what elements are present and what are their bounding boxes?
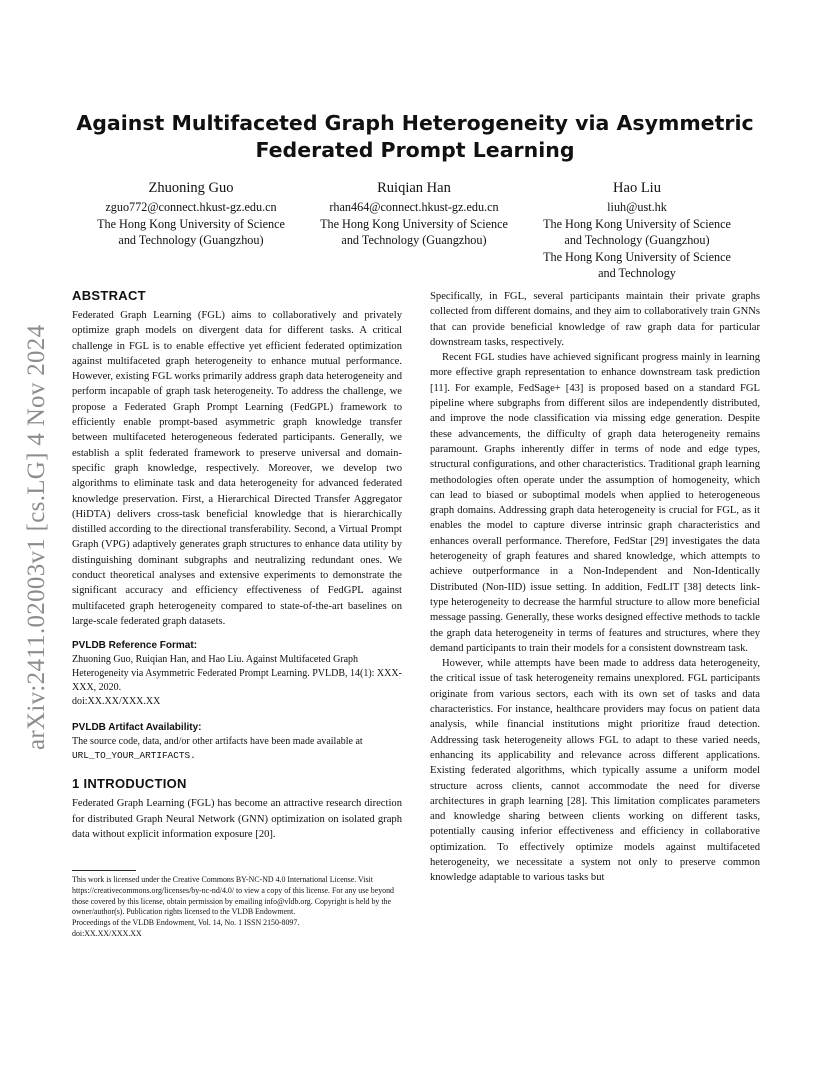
introduction-text: Federated Graph Learning (FGL) has become an attractive research direction for distributed Graph Neural Network (GNN) optimization on isolated graph data without explicit information exposure [20]. (72, 798, 402, 840)
artifact-text: The source code, data, and/or other artifacts have been made available at (72, 736, 363, 748)
author-email: zguo772@connect.hkust-gz.edu.cn (105, 200, 277, 214)
author-affiliation: and Technology (Guangzhou) (118, 233, 264, 247)
body-paragraph: Recent FGL studies have achieved significant progress mainly in learning more effective graph representation to enhance downstream task prediction [11]. For example, FedSage+ [43] is proposed based on a standard FGL pipeline where subgraphs from different silos are independently distributed, and improve the node classification via missing edge generation. Despite these advancements, the difficulty of graph data heterogeneity remains paramount. Graphs inherently differ in terms of node and edge types, structural configurations, and other characteristics. Traditional graph learning methodologies often operate under the assumption of homogeneity, which can lead to biased or suboptimal models when applied to heterogeneous graph domains. Addressing graph data heterogeneity is crucial for FGL, as it enables the model to capture diverse intrinsic graph characteristics and enhances overall performance. Therefore, FedStar [29] investigates the data heterogeneity of graph features and shared knowledge, which attempts to achieve outperformance in a Non-Independent and Non-Identically Distributed (Non-IID) issue setting. In addition, FedLIT [38] detects link-type heterogeneity to decrease the harmful structure to allow more beneficial message passing. Generally, these works designed effective methods to tackle the graph data heterogeneity in terms of features and structures, where they demand participants to train their models for a consistent downstream task. (430, 352, 760, 654)
author-name: Zhuoning Guo (148, 180, 234, 196)
author-email: liuh@ust.hk (607, 200, 667, 214)
author-affiliation: The Hong Kong University of Science (320, 216, 508, 231)
reference-format-heading: PVLDB Reference Format: (72, 640, 198, 652)
right-column (430, 289, 760, 886)
author-block (299, 178, 529, 249)
footnote-doi: doi:XX.XX/XXX.XX (72, 928, 142, 938)
author-affiliation: and Technology (Guangzhou) (341, 233, 487, 247)
proceedings-note: Proceedings of the VLDB Endowment, Vol. 14, No. 1 ISSN 2150-8097. (72, 918, 300, 928)
author-affiliation: The Hong Kong University of Science (543, 216, 731, 231)
reference-format-text: Zhuoning Guo, Ruiqian Han, and Hao Liu. Against Multifaceted Graph Heterogeneity via Asymmetric Federated Prompt Learning. PVLDB, 14(1): XXX-XXX, 2020. (72, 654, 402, 694)
reference-format-doi: doi:XX.XX/XXX.XX (72, 696, 161, 708)
body-paragraph: Specifically, in FGL, several participants maintain their private graphs collected from different domains, and they aim to collaboratively train GNNs that can provide beneficial knowledge of raw graph data for particular downstream tasks, respectively. (430, 291, 760, 348)
author-affiliation: The Hong Kong University of Science (543, 249, 731, 264)
artifact-heading: PVLDB Artifact Availability: (72, 722, 202, 734)
title-line-2: Federated Prompt Learning (255, 138, 575, 162)
footnote (72, 875, 402, 940)
left-column (72, 288, 402, 842)
paper-title (70, 110, 760, 164)
author-name: Ruiqian Han (377, 180, 451, 196)
artifact-url: URL_TO_YOUR_ARTIFACTS. (72, 750, 196, 762)
author-block (522, 178, 752, 282)
author-name: Hao Liu (613, 180, 661, 196)
license-note: This work is licensed under the Creative Commons BY-NC-ND 4.0 International License. Visit https://creativecommons.org/licenses/by-nc-nd/4.0/ to view a copy of this license. For any use beyond those covered by this license, obtain permission by emailing info@vldb.org. Copyright is held by the owner/author(s). Publication rights licensed to the VLDB Endowment. (72, 875, 394, 917)
author-affiliation: The Hong Kong University of Science (97, 216, 285, 231)
author-affiliation: and Technology (598, 266, 676, 280)
author-email: rhan464@connect.hkust-gz.edu.cn (329, 200, 499, 214)
introduction-heading: 1 INTRODUCTION (72, 776, 187, 792)
arxiv-identifier: arXiv:2411.02003v1 [cs.LG] 4 Nov 2024 (23, 324, 50, 750)
footnote-divider (72, 870, 136, 871)
body-paragraph: However, while attempts have been made to address data heterogeneity, the critical issue of task heterogeneity remains unexplored. FGL participants originate from various sectors, each with its own set of tasks and data characteristics. For instance, healthcare providers may focus on patient data analysis, while financial institutions might prioritize fraud detection. Addressing task heterogeneity allows FGL to adapt to these varied needs, enhancing its applicability and relevance across different applications. Existing federated algorithms, which typically assume a uniform model structure across clients, cannot accommodate the need for diverse architectures in graph learning [28]. This limitation complicates parameters and knowledge sharing between clients working on different tasks, potentially causing inferior effectiveness and efficiency in collaborative optimization. To effectively optimize models against multifaceted heterogeneity, we necessitate a system not only to preserve common knowledge adaptable to various tasks but (430, 658, 760, 884)
author-affiliation: and Technology (Guangzhou) (564, 233, 710, 247)
abstract-heading: ABSTRACT (72, 288, 146, 303)
abstract-text: Federated Graph Learning (FGL) aims to collaboratively and privately optimize graph models on divergent data for different tasks. A critical challenge in FGL is to enable effective yet efficient federated optimization against multifaceted graph heterogeneity to enhance mutual performance. However, existing FGL works primarily address graph data heterogeneity and perform incapable of graph task heterogeneity. To address the challenge, we propose a Federated Graph Prompt Learning (FedGPL) framework to efficiently enable prompt-based asymmetric graph knowledge transfer between multifaceted heterogeneous federated participants. Generally, we establish a split federated framework to preserve universal and domain-specific graph knowledge, respectively. Moreover, we develop two algorithms to eliminate task and data heterogeneity for advanced federated knowledge preservation. First, a Hierarchical Directed Transfer Aggregator (HiDTA) delivers cross-task beneficial knowledge that is hierarchically distilled according to the directional transferability. Second, a Virtual Prompt Graph (VPG) adaptively generates graph structures to enhance data utility by distinguishing dominant subgraphs and neutralizing redundant ones. We conduct theoretical analyses and extensive experiments to demonstrate the significant accuracy and efficiency effectiveness of FedGPL against multifaceted graph heterogeneity compared to state-of-the-art baselines on large-scale federated graph datasets. (72, 310, 402, 627)
author-block (76, 178, 306, 249)
title-line-1: Against Multifaceted Graph Heterogeneity via Asymmetric (76, 111, 754, 135)
